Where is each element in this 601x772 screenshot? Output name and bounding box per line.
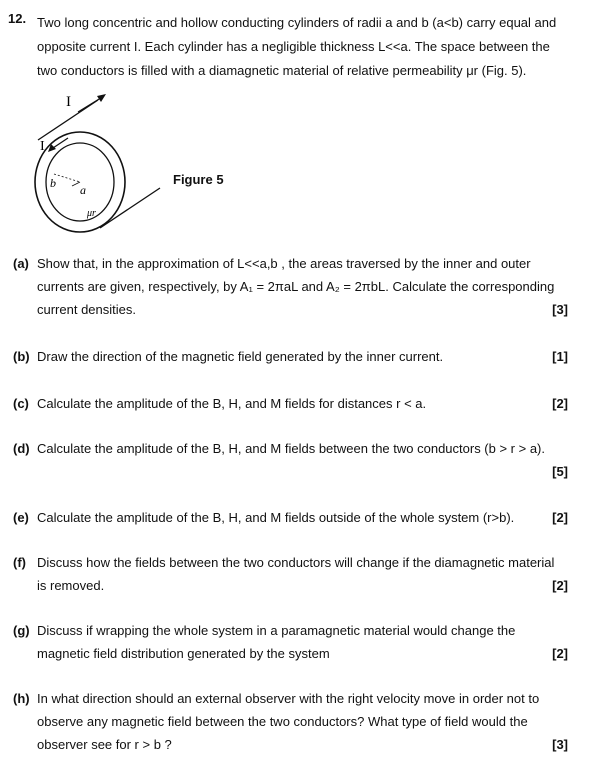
part-c <box>13 392 573 415</box>
part-text-line: Discuss how the fields between the two conductors will change if the diamagnetic material <box>37 555 555 570</box>
part-text-line: observer see for r > b ? <box>37 737 172 752</box>
part-label: (g) <box>13 623 30 638</box>
label-a: a <box>80 183 86 197</box>
part-marks: [1] <box>552 349 568 364</box>
part-label: (e) <box>13 510 29 525</box>
label-b: b <box>50 176 56 190</box>
part-e <box>13 506 573 529</box>
part-g <box>13 619 573 665</box>
part-h <box>13 687 573 756</box>
part-text-line: currents are given, respectively, by A₁ = 2πaL and A₂ = 2πbL. Calculate the corresponding <box>37 279 555 294</box>
radius-a-line <box>72 182 80 186</box>
part-label: (b) <box>13 349 30 364</box>
part-a <box>13 252 573 321</box>
part-marks: [2] <box>552 396 568 411</box>
intro-line: two conductors is filled with a diamagnetic material of relative permeability μr (Fig. 5). <box>37 63 527 78</box>
part-text-line: Calculate the amplitude of the B, H, and M fields outside of the whole system (r>b). <box>37 510 515 525</box>
part-f <box>13 551 573 597</box>
label-mu: μr <box>87 208 96 219</box>
part-label: (c) <box>13 396 29 411</box>
part-text-line: magnetic field distribution generated by the system <box>37 646 330 661</box>
part-marks: [2] <box>552 646 568 661</box>
cylinder-figure <box>20 90 170 240</box>
radius-b-line <box>54 174 80 182</box>
question-number: 12. <box>8 11 27 26</box>
label-top-current: I <box>66 94 71 110</box>
part-marks: [3] <box>552 737 568 752</box>
part-marks: [3] <box>552 302 568 317</box>
intro-line: opposite current I. Each cylinder has a negligible thickness L<<a. The space between the <box>37 39 550 54</box>
part-label: (f) <box>13 555 26 570</box>
part-text-line: In what direction should an external observer with the right velocity move in order not to <box>37 691 540 706</box>
part-text-line: Calculate the amplitude of the B, H, and M fields for distances r < a. <box>37 396 427 411</box>
part-b <box>13 345 573 368</box>
part-label: (a) <box>13 256 29 271</box>
question-intro <box>37 11 572 83</box>
part-marks: [5] <box>552 464 568 479</box>
part-text-line: is removed. <box>37 578 105 593</box>
part-marks: [2] <box>552 578 568 593</box>
part-marks: [2] <box>552 510 568 525</box>
part-d <box>13 437 573 483</box>
part-text-line: Show that, in the approximation of L<<a,b , the areas traversed by the inner and outer <box>37 256 531 271</box>
cylinder-bottom-edge <box>100 188 160 228</box>
part-text-line: Calculate the amplitude of the B, H, and M fields between the two conductors (b > r > a). <box>37 441 545 456</box>
part-text-line: Discuss if wrapping the whole system in a paramagnetic material would change the <box>37 623 516 638</box>
part-label: (h) <box>13 691 30 706</box>
part-text-line: current densities. <box>37 302 136 317</box>
arrow-head-icon <box>97 94 106 102</box>
part-text-line: Draw the direction of the magnetic field generated by the inner current. <box>37 349 444 364</box>
part-text-line: observe any magnetic field between the two conductors? What type of field would the <box>37 714 528 729</box>
figure-caption: Figure 5 <box>173 172 224 187</box>
part-label: (d) <box>13 441 30 456</box>
intro-line: Two long concentric and hollow conducting cylinders of radii a and b (a<b) carry equal and <box>37 15 557 30</box>
label-left-current: I <box>40 139 45 154</box>
